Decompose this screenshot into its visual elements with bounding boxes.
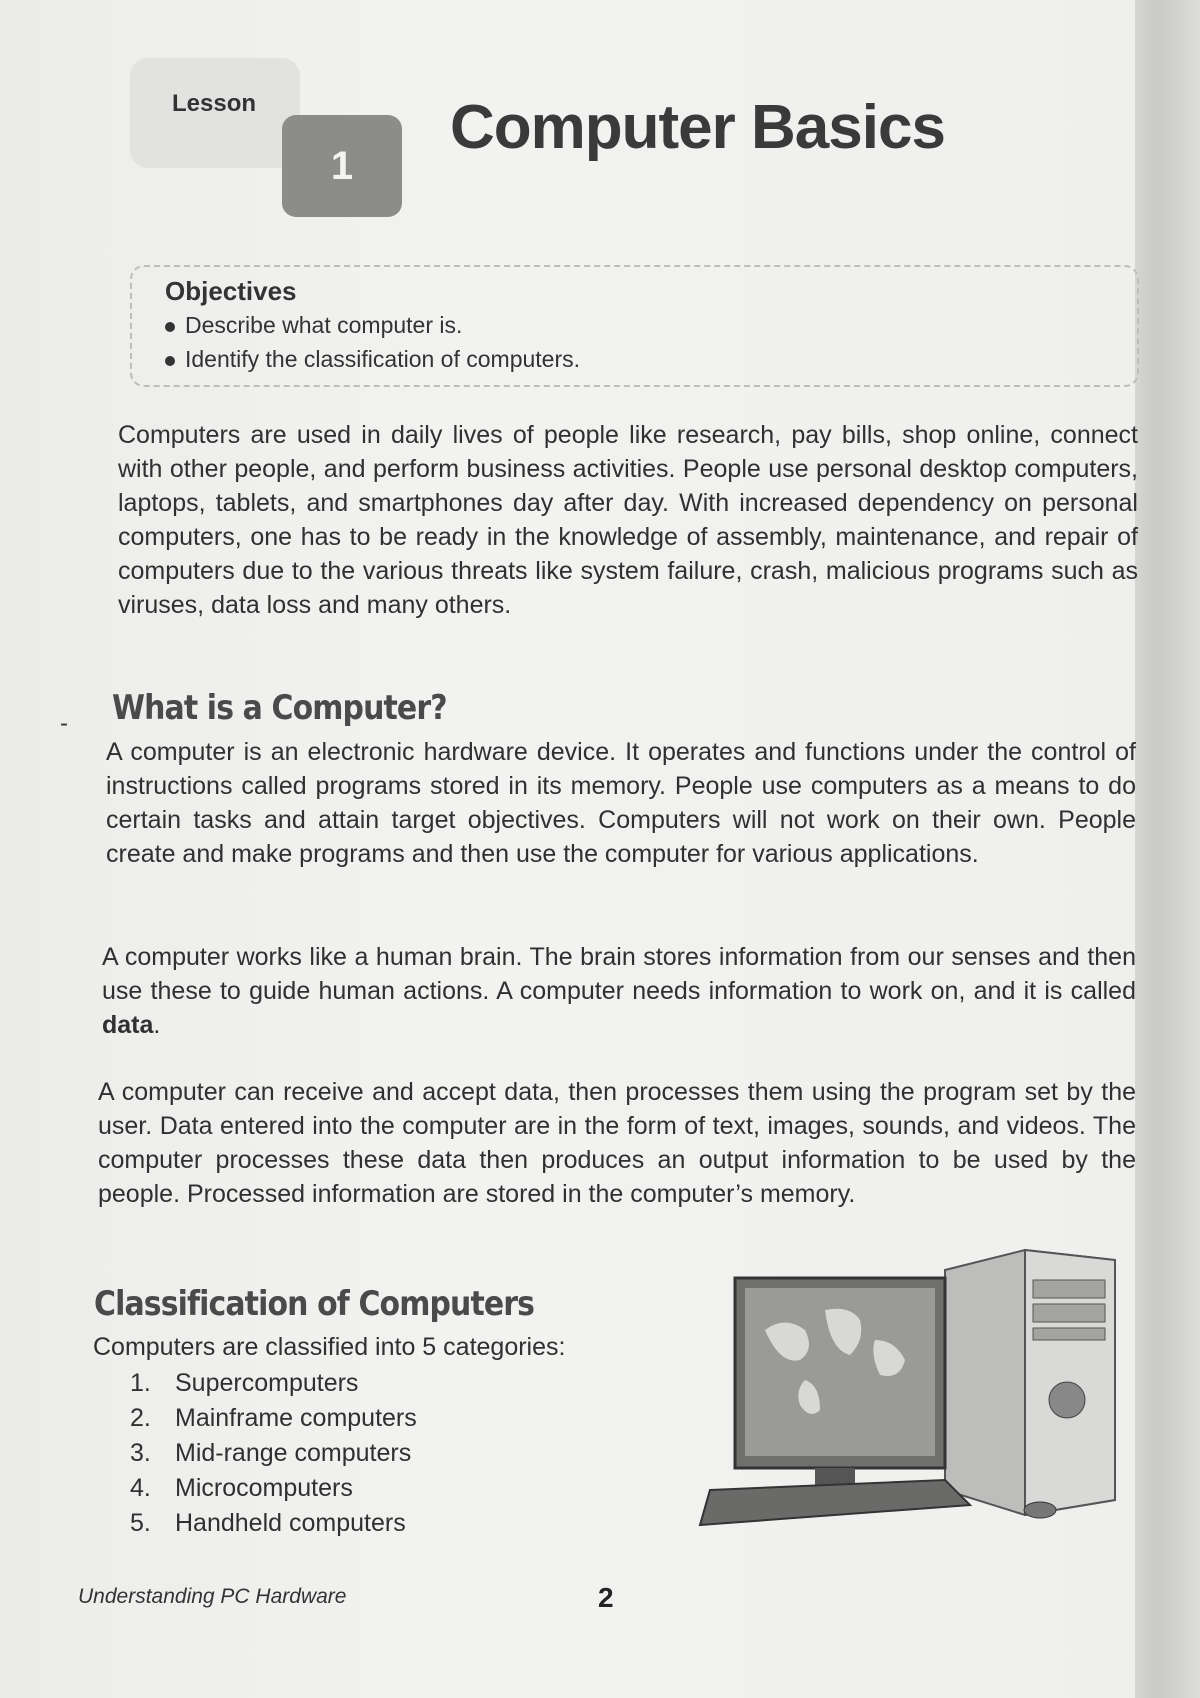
list-label: Handheld computers [175, 1509, 406, 1537]
list-label: Supercomputers [175, 1369, 359, 1397]
what-paragraph-2-text: A computer works like a human brain. The brain stores information from our senses and then use these to guide human actions. A computer needs information to work on, and it is called [102, 943, 1136, 1005]
page-edge [1135, 0, 1200, 1698]
list-item [130, 1471, 417, 1506]
classification-list [130, 1366, 417, 1541]
objectives-heading: Objectives [165, 276, 297, 306]
objective-item [165, 346, 580, 373]
page-title: Computer Basics [450, 93, 945, 162]
list-label: Microcomputers [175, 1474, 353, 1502]
section-heading-what-is-computer: What is a Computer? [112, 688, 447, 728]
objective-item [165, 312, 462, 339]
list-item [130, 1506, 417, 1541]
classification-intro: Computers are classified into 5 categories: [93, 1333, 566, 1361]
list-item [130, 1401, 417, 1436]
lesson-label: Lesson [172, 90, 257, 117]
what-paragraph-2 [102, 940, 1136, 1042]
objective-text: Describe what computer is. [185, 312, 463, 338]
intro-paragraph: Computers are used in daily lives of people like research, pay bills, shop online, connect with other people, and perform business activities. People use personal desktop computers, laptops, tablets, and smartphones day after day. With increased dependency on personal computers, one has to be ready in the knowledge of assembly, maintenance, and repair of computers due to the various threats like system failure, crash, malicious programs such as viruses, data loss and many others. [118, 421, 1138, 619]
bold-term-data: data [102, 1011, 154, 1039]
what-paragraph-1: A computer is an electronic hardware device. It operates and functions under the control of instructions called programs stored in its memory. People use computers as a means to do certain tasks and attain target objectives. Computers will not work on their own. People create and make programs and then use the computer for various applications. [106, 738, 1136, 868]
list-label: Mid-range computers [175, 1439, 412, 1467]
bold-term-suffix: . [153, 1011, 161, 1039]
what-paragraph-3: A computer can receive and accept data, then processes them using the program set by the user. Data entered into the computer are in the form of text, images, sounds, and videos. The computer processes these data then produces an output information to be used by the people. Processed information are stored in the computer’s memory. [98, 1078, 1136, 1208]
page-number: 2 [598, 1582, 614, 1613]
lesson-number-badge: 1 [282, 115, 402, 217]
list-number: 5. [130, 1509, 151, 1537]
list-item [130, 1436, 417, 1471]
list-number: 2. [130, 1404, 151, 1432]
list-label: Mainframe computers [175, 1404, 417, 1432]
book-title-footer: Understanding PC Hardware [78, 1585, 347, 1608]
margin-mark: - [60, 710, 68, 737]
section-heading-classification: Classification of Computers [94, 1284, 535, 1324]
objective-text: Identify the classification of computers. [185, 346, 581, 372]
list-item [130, 1366, 417, 1401]
bullet-icon [165, 322, 175, 332]
desktop-computer-illustration [695, 1240, 1135, 1535]
list-number: 1. [130, 1369, 151, 1397]
list-number: 4. [130, 1474, 151, 1502]
bullet-icon [165, 356, 175, 366]
list-number: 3. [130, 1439, 151, 1467]
